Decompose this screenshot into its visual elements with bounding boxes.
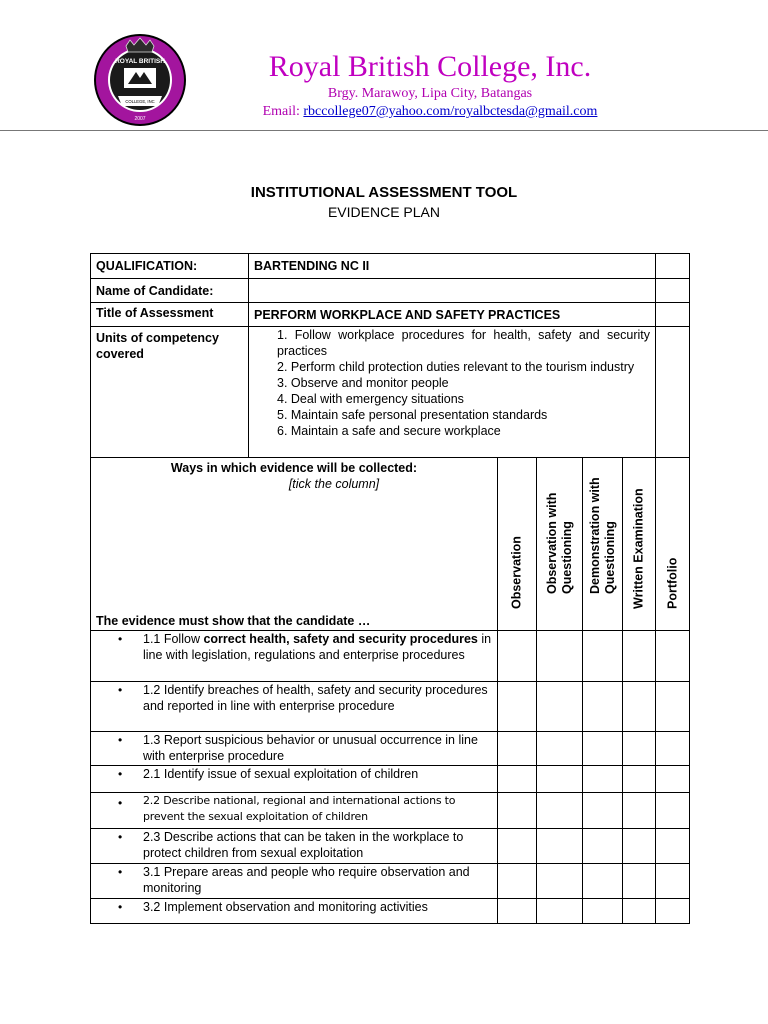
bullet-icon: • (118, 900, 123, 914)
assessment-title-value: PERFORM WORKPLACE AND SAFETY PRACTICES (249, 303, 656, 327)
table-row (91, 899, 690, 924)
tick-cell[interactable] (498, 793, 537, 829)
unit-item: 4. Deal with emergency situations (277, 392, 464, 406)
tick-cell[interactable] (583, 864, 623, 899)
tick-cell[interactable] (537, 631, 583, 682)
table-row (91, 631, 690, 682)
email-label: Email: (262, 104, 300, 119)
bullet-icon: • (118, 830, 123, 844)
method-label: Portfolio (665, 557, 680, 609)
methods-header-row (91, 458, 690, 631)
tick-cell[interactable] (656, 732, 690, 766)
qualification-row (91, 254, 690, 279)
college-email (190, 104, 670, 120)
logo-year: 2007 (134, 116, 146, 122)
criterion-text (143, 631, 492, 663)
criterion-text-part: 1.1 Follow (143, 632, 204, 646)
tick-cell[interactable] (623, 732, 656, 766)
tick-cell[interactable] (656, 631, 690, 682)
criterion-cell (91, 829, 498, 864)
tick-cell[interactable] (498, 766, 537, 793)
criterion-text: 3.2 Implement observation and monitoring activities (143, 900, 428, 914)
assessment-title-extra-cell (656, 303, 690, 327)
document-title: INSTITUTIONAL ASSESSMENT TOOL (250, 184, 518, 201)
tick-cell[interactable] (583, 631, 623, 682)
method-label: Observation with Questioning (544, 492, 574, 594)
tick-cell[interactable] (583, 829, 623, 864)
criterion-cell (91, 766, 498, 793)
tick-cell[interactable] (498, 829, 537, 864)
criterion-text: 2.1 Identify issue of sexual exploitation of children (143, 767, 419, 781)
criterion-cell (91, 793, 498, 829)
tick-cell[interactable] (537, 793, 583, 829)
criterion-text: 3.1 Prepare areas and people who require observation and monitoring (143, 865, 470, 895)
logo-top-text: ROYAL BRITISH (115, 58, 165, 65)
unit-item: 2. Perform child protection duties relevant to the tourism industry (277, 360, 635, 374)
college-logo (92, 32, 188, 128)
ways-note: [tick the column] (288, 477, 380, 491)
bullet-icon: • (118, 865, 123, 879)
assessment-title-label: Title of Assessment (91, 303, 249, 327)
method-header-written-examination (623, 458, 656, 631)
criterion-cell (91, 864, 498, 899)
bullet-icon: • (118, 733, 123, 747)
method-label: Written Examination (631, 488, 646, 609)
tick-cell[interactable] (583, 899, 623, 924)
criterion-cell (91, 899, 498, 924)
table-row (91, 793, 690, 829)
criterion-cell (91, 732, 498, 766)
tick-cell[interactable] (656, 766, 690, 793)
bullet-icon: • (118, 632, 123, 646)
email-link[interactable]: rbccollege07@yahoo.com/royalbctesda@gmail.com (303, 104, 598, 119)
tick-cell[interactable] (623, 864, 656, 899)
qualification-label: QUALIFICATION: (91, 254, 249, 279)
logo-bottom-text: COLLEGE, INC (125, 99, 155, 104)
table-row (91, 766, 690, 793)
bullet-icon: • (118, 796, 123, 810)
tick-cell[interactable] (498, 631, 537, 682)
table-row (91, 732, 690, 766)
tick-cell[interactable] (498, 899, 537, 924)
criterion-text-bold: correct health, safety and security procedures (203, 632, 478, 646)
method-label: Demonstration with Questioning (587, 477, 617, 594)
tick-cell[interactable] (537, 732, 583, 766)
tick-cell[interactable] (537, 899, 583, 924)
table-row (91, 829, 690, 864)
evidence-plan-table (90, 253, 690, 924)
tick-cell[interactable] (537, 766, 583, 793)
tick-cell[interactable] (623, 899, 656, 924)
college-address: Brgy. Marawoy, Lipa City, Batangas (327, 86, 533, 101)
unit-item: 1. Follow workplace procedures for health, safety and security practices (277, 328, 651, 358)
criterion-cell (91, 682, 498, 732)
units-list (249, 327, 656, 458)
candidate-value[interactable] (249, 279, 656, 303)
tick-cell[interactable] (623, 793, 656, 829)
tick-cell[interactable] (537, 829, 583, 864)
tick-cell[interactable] (656, 682, 690, 732)
tick-cell[interactable] (583, 793, 623, 829)
tick-cell[interactable] (537, 682, 583, 732)
tick-cell[interactable] (656, 864, 690, 899)
unit-item: 5. Maintain safe personal presentation standards (277, 408, 548, 422)
ways-cell (91, 458, 498, 631)
tick-cell[interactable] (656, 829, 690, 864)
tick-cell[interactable] (656, 899, 690, 924)
criterion-text-part: in line with legislation, regulations and enterprise procedures (143, 632, 492, 662)
must-show-label: The evidence must show that the candidate … (96, 614, 371, 628)
tick-cell[interactable] (498, 682, 537, 732)
method-header-observation (498, 458, 537, 631)
units-extra-cell (656, 327, 690, 458)
bullet-icon: • (118, 767, 123, 781)
method-header-observation-questioning (537, 458, 583, 631)
tick-cell[interactable] (583, 766, 623, 793)
assessment-title-row (91, 303, 690, 327)
college-name: Royal British College, Inc. (268, 50, 592, 83)
document-subtitle: EVIDENCE PLAN (327, 204, 441, 220)
header-divider (0, 130, 768, 131)
criterion-text: 2.2 Describe national, regional and international actions to prevent the sexual exploitation of children (143, 794, 456, 823)
criterion-cell (91, 631, 498, 682)
table-row (91, 864, 690, 899)
units-label: Units of competency covered (91, 327, 249, 458)
method-header-demonstration-questioning (583, 458, 623, 631)
qualification-extra-cell (656, 254, 690, 279)
tick-cell[interactable] (656, 793, 690, 829)
tick-cell[interactable] (583, 682, 623, 732)
tick-cell[interactable] (623, 682, 656, 732)
tick-cell[interactable] (583, 732, 623, 766)
qualification-value: BARTENDING NC II (249, 254, 656, 279)
candidate-label: Name of Candidate: (91, 279, 249, 303)
candidate-extra-cell (656, 279, 690, 303)
bullet-icon: • (118, 683, 123, 697)
criterion-text: 2.3 Describe actions that can be taken in the workplace to protect children from sexual exploitation (143, 830, 464, 860)
tick-cell[interactable] (498, 732, 537, 766)
tick-cell[interactable] (623, 829, 656, 864)
tick-cell[interactable] (537, 864, 583, 899)
table-row (91, 682, 690, 732)
candidate-row (91, 279, 690, 303)
unit-item: 3. Observe and monitor people (277, 376, 449, 390)
tick-cell[interactable] (623, 631, 656, 682)
criterion-text: 1.2 Identify breaches of health, safety and security procedures and reported in line with enterprise procedure (143, 683, 488, 713)
tick-cell[interactable] (623, 766, 656, 793)
ways-title: Ways in which evidence will be collected: (170, 461, 418, 475)
tick-cell[interactable] (498, 864, 537, 899)
units-row (91, 327, 690, 458)
unit-item: 6. Maintain a safe and secure workplace (277, 424, 501, 438)
criterion-text: 1.3 Report suspicious behavior or unusual occurrence in line with enterprise procedure (143, 733, 478, 763)
method-header-portfolio (656, 458, 690, 631)
method-label: Observation (509, 536, 524, 609)
